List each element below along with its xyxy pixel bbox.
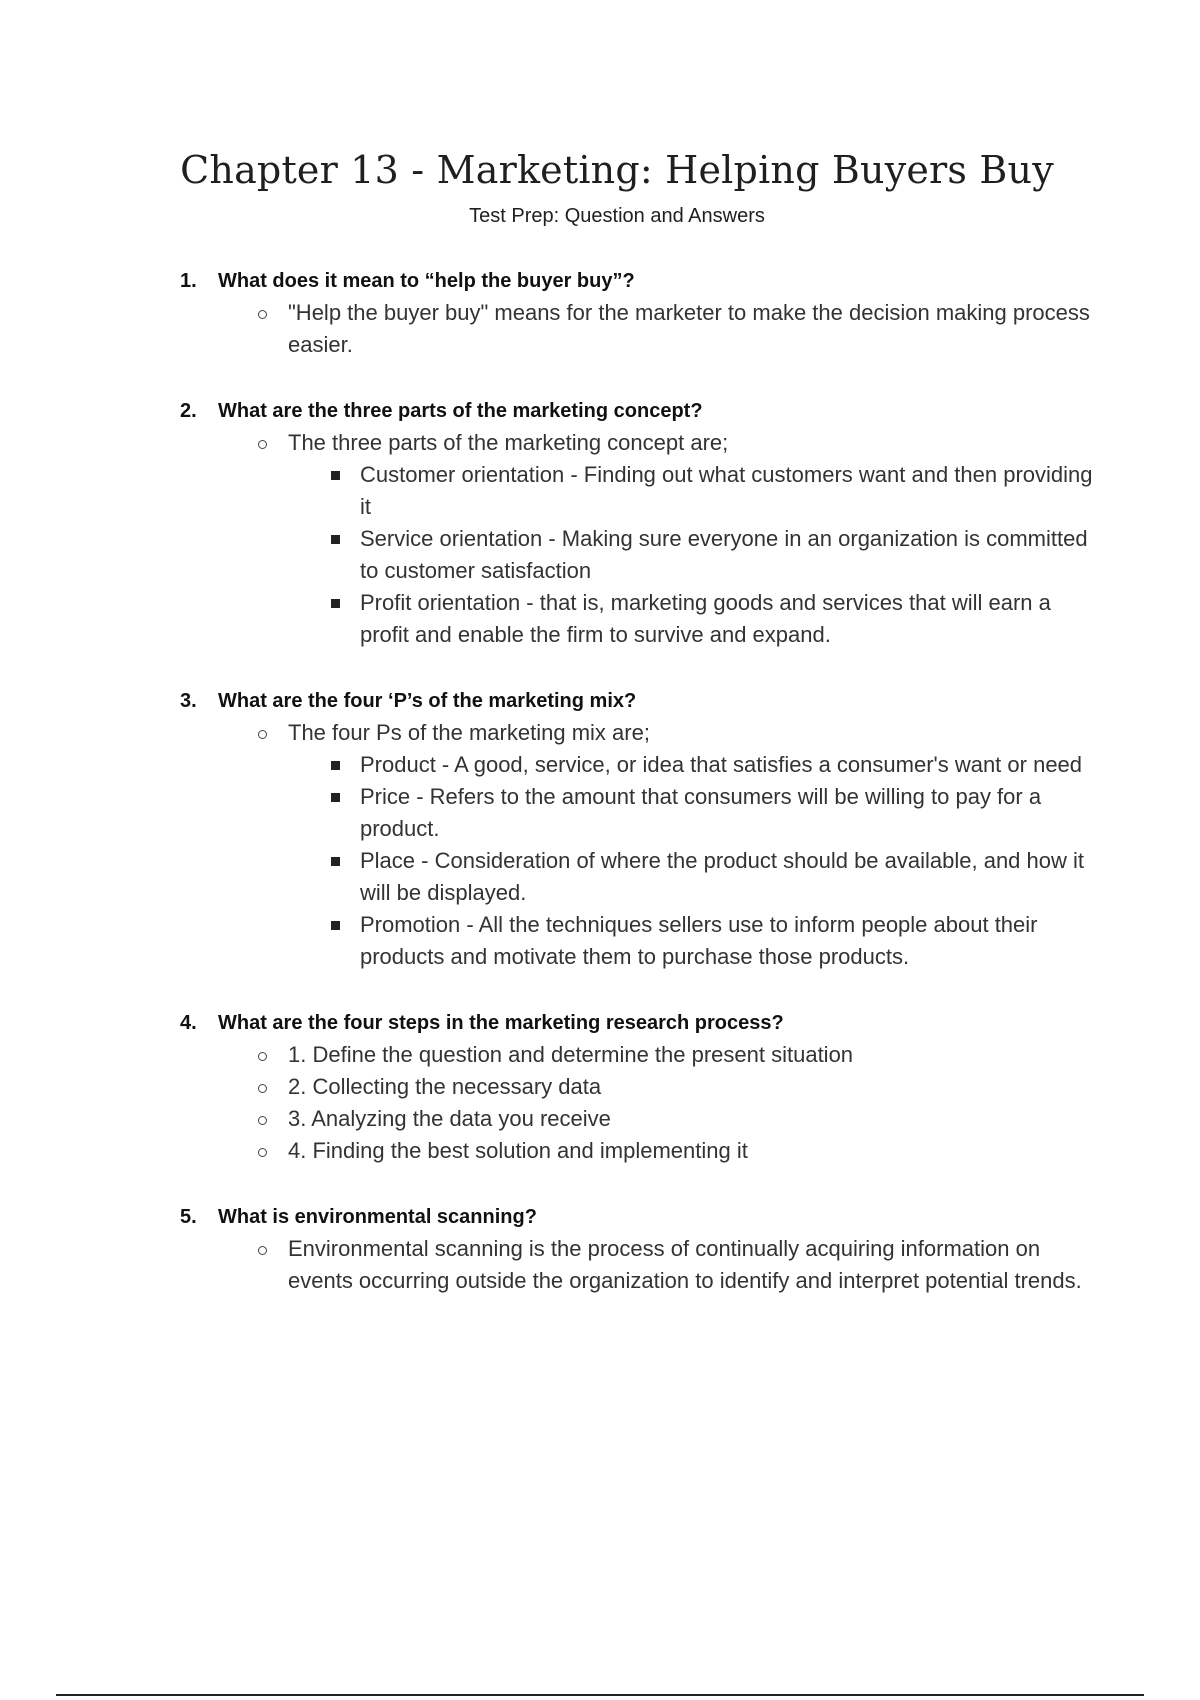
- answer-item: [180, 1103, 1100, 1135]
- answer-text: The four Ps of the marketing mix are;: [288, 720, 650, 745]
- page-title: Chapter 13 - Marketing: Helping Buyers Buy: [180, 148, 1054, 192]
- sub-answer-item: [180, 781, 1100, 845]
- answer-text: 2. Collecting the necessary data: [288, 1074, 602, 1099]
- hollow-circle-bullet-icon: [258, 310, 267, 319]
- hollow-circle-bullet-icon: [258, 1246, 267, 1255]
- page-subtitle: Test Prep: Question and Answers: [469, 205, 765, 227]
- answer-list: [180, 297, 1100, 361]
- question-text: What are the three parts of the marketing concept?: [218, 400, 703, 422]
- hollow-circle-bullet-icon: [258, 1116, 267, 1125]
- hollow-circle-bullet-icon: [258, 1084, 267, 1093]
- hollow-circle-bullet-icon: [258, 1052, 267, 1061]
- square-bullet-icon: [331, 793, 340, 802]
- question-text: What is environmental scanning?: [218, 1206, 537, 1228]
- qa-list: [180, 265, 1100, 1331]
- sub-answer-text: Customer orientation - Finding out what customers want and then providing it: [360, 462, 1093, 519]
- question-number: 5.: [180, 1206, 197, 1228]
- question-text: What are the four ‘P’s of the marketing mix?: [218, 690, 637, 712]
- answer-text: The three parts of the marketing concept are;: [288, 430, 729, 455]
- question-heading: [180, 1201, 1100, 1233]
- answer-text: 3. Analyzing the data you receive: [288, 1106, 611, 1131]
- sub-answer-text: Place - Consideration of where the product should be available, and how it will be displayed.: [360, 848, 1085, 905]
- answer-list: [180, 1233, 1100, 1297]
- question-number: 4.: [180, 1012, 197, 1034]
- sub-answer-text: Product - A good, service, or idea that satisfies a consumer's want or need: [360, 752, 1083, 777]
- answer-text: Environmental scanning is the process of continually acquiring information on events occurring outside the organization to identify and interpret potential trends.: [288, 1236, 1082, 1293]
- sub-answer-item: [180, 587, 1100, 651]
- answer-text: "Help the buyer buy" means for the marketer to make the decision making process easier.: [288, 300, 1090, 357]
- answer-text: 1. Define the question and determine the present situation: [288, 1042, 854, 1067]
- question-heading: [180, 685, 1100, 717]
- sub-answer-item: [180, 749, 1100, 781]
- sub-answer-item: [180, 909, 1100, 973]
- question-text: What does it mean to “help the buyer buy”?: [218, 270, 635, 292]
- square-bullet-icon: [331, 535, 340, 544]
- question-block: [180, 1007, 1100, 1167]
- sub-answer-text: Promotion - All the techniques sellers use to inform people about their products and motivate them to purchase those products.: [360, 912, 1038, 969]
- sub-list-wrapper: [180, 749, 1100, 973]
- answer-item: [180, 1233, 1100, 1297]
- answer-item: [180, 297, 1100, 361]
- square-bullet-icon: [331, 471, 340, 480]
- answer-item: [180, 1135, 1100, 1167]
- question-heading: [180, 1007, 1100, 1039]
- answer-item: [180, 717, 1100, 749]
- answer-item: [180, 427, 1100, 459]
- square-bullet-icon: [331, 857, 340, 866]
- sub-answer-list: [180, 749, 1100, 973]
- answer-list: [180, 717, 1100, 973]
- square-bullet-icon: [331, 761, 340, 770]
- question-heading: [180, 395, 1100, 427]
- question-block: [180, 265, 1100, 361]
- answer-text: 4. Finding the best solution and implementing it: [288, 1138, 748, 1163]
- bottom-divider: [56, 1694, 1144, 1696]
- sub-answer-item: [180, 459, 1100, 523]
- answer-list: [180, 427, 1100, 651]
- question-number: 1.: [180, 270, 197, 292]
- sub-answer-item: [180, 523, 1100, 587]
- question-number: 2.: [180, 400, 197, 422]
- hollow-circle-bullet-icon: [258, 440, 267, 449]
- sub-answer-text: Service orientation - Making sure everyone in an organization is committed to customer satisfaction: [360, 526, 1088, 583]
- hollow-circle-bullet-icon: [258, 1148, 267, 1157]
- answer-item: [180, 1071, 1100, 1103]
- question-number: 3.: [180, 690, 197, 712]
- sub-list-wrapper: [180, 459, 1100, 651]
- sub-answer-item: [180, 845, 1100, 909]
- question-block: [180, 685, 1100, 973]
- sub-answer-text: Price - Refers to the amount that consumers will be willing to pay for a product.: [360, 784, 1042, 841]
- square-bullet-icon: [331, 921, 340, 930]
- sub-answer-list: [180, 459, 1100, 651]
- question-heading: [180, 265, 1100, 297]
- hollow-circle-bullet-icon: [258, 730, 267, 739]
- question-block: [180, 395, 1100, 651]
- square-bullet-icon: [331, 599, 340, 608]
- sub-answer-text: Profit orientation - that is, marketing goods and services that will earn a profit and enable the firm to survive and expand.: [360, 590, 1051, 647]
- question-text: What are the four steps in the marketing research process?: [218, 1012, 784, 1034]
- answer-list: [180, 1039, 1100, 1167]
- question-block: [180, 1201, 1100, 1297]
- answer-item: [180, 1039, 1100, 1071]
